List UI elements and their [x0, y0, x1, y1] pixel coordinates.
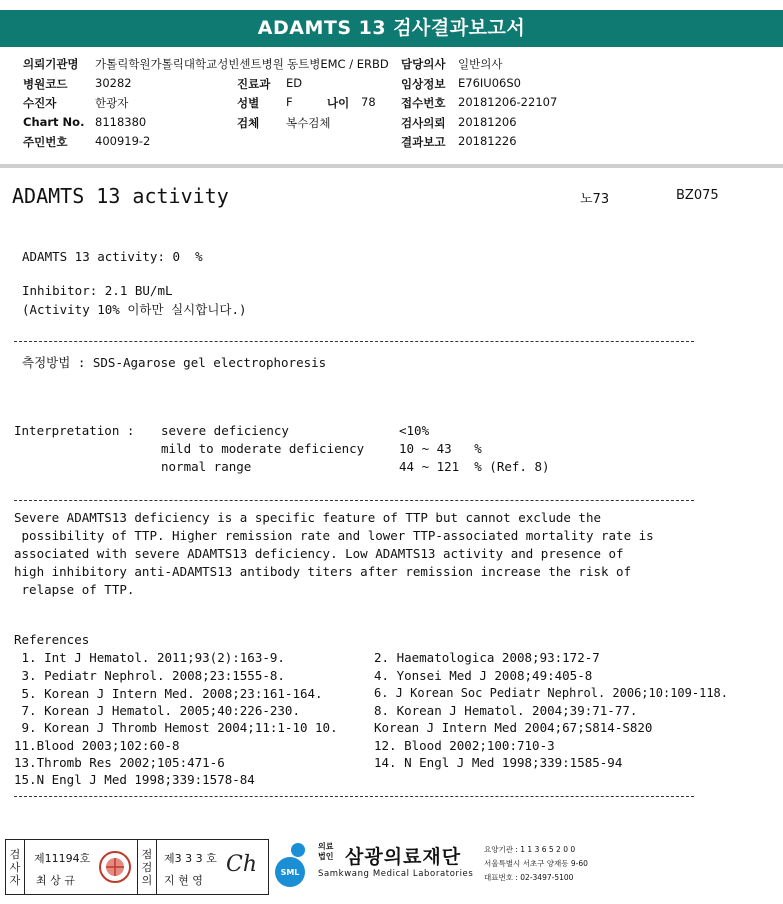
inspector-seal — [98, 850, 132, 884]
reference-left: 3. Pediatr Nephrol. 2008;23:1555-8. — [14, 668, 285, 683]
inspector-name: 최 상 규 — [36, 874, 75, 887]
org-info-line: 요양기관 : 1 1 3 6 5 2 0 0 — [484, 845, 576, 854]
reference-right: Korean J Intern Med 2004;67;S814-S820 — [374, 720, 653, 735]
specimen-label: 검체 — [237, 116, 260, 130]
reference-left: 1. Int J Hematol. 2011;93(2):163-9. — [14, 650, 285, 665]
chart-value: 8118380 — [95, 115, 147, 129]
activity-note: (Activity 10% 이하만 실시합니다.) — [22, 302, 247, 317]
clinical-label: 임상정보 — [401, 77, 446, 91]
receiver-value: 한광자 — [95, 96, 129, 110]
receiver-label: 수진자 — [23, 96, 57, 110]
org-info-line: 서울특별시 서초구 양재동 9-60 — [484, 859, 588, 868]
clinical-value: E76IU06S0 — [458, 76, 521, 90]
test-title: ADAMTS 13 activity — [12, 184, 229, 208]
reference-right: 6. J Korean Soc Pediatr Nephrol. 2006;10:109-118. — [374, 686, 729, 700]
comment-line: high inhibitory anti-ADAMTS13 antibody titers after remission increase the risk of — [14, 564, 632, 579]
interpretation-label: Interpretation : — [14, 423, 135, 438]
sml-logo-icon — [272, 840, 316, 888]
org-english-name: Samkwang Medical Laboratories — [318, 869, 474, 879]
reviewer-signature: Ch — [226, 852, 258, 877]
comment-line: associated with severe ADAMTS13 deficiency. Low ADAMTS13 activity and presence of — [14, 546, 624, 561]
report-label: 결과보고 — [401, 135, 446, 149]
reference-left: 11.Blood 2003;102:60-8 — [14, 738, 180, 753]
doctor-value: 일반의사 — [458, 57, 503, 71]
comment-line: Severe ADAMTS13 deficiency is a specific feature of TTP but cannot exclude the — [14, 510, 601, 525]
logo-text: SML — [280, 868, 300, 877]
reference-left: 9. Korean J Thromb Hemost 2004;11:1-10 10. — [14, 720, 338, 735]
interp-name-1: mild to moderate deficiency — [161, 441, 365, 456]
inspector-label: 검 사 자 — [6, 840, 25, 894]
dashed-divider — [14, 341, 694, 342]
request-value: 20181206 — [458, 115, 517, 129]
report-value: 20181226 — [458, 134, 517, 148]
references-title: References — [14, 632, 90, 647]
interp-name-2: normal range — [161, 459, 252, 474]
logo-dot — [291, 843, 305, 857]
dashed-divider — [14, 796, 694, 797]
section-divider — [0, 164, 783, 168]
signature-box — [5, 839, 269, 895]
dashed-divider — [14, 500, 694, 501]
hospital-code-label: 병원코드 — [23, 77, 68, 91]
chart-label: Chart No. — [23, 115, 85, 129]
institution-label: 의뢰기관명 — [23, 57, 79, 71]
reference-right: 12. Blood 2002;100:710-3 — [374, 738, 555, 753]
report-title: ADAMTS 13 검사결과보고서 — [257, 17, 526, 39]
reception-label: 접수번호 — [401, 96, 446, 110]
specimen-value: 복수검체 — [286, 116, 331, 130]
interp-range-0: <10% — [399, 423, 430, 438]
org-info-line: 대표번호 : 02-3497-5100 — [484, 873, 574, 882]
resident-value: 400919-2 — [95, 134, 151, 148]
reference-left: 15.N Engl J Med 1998;339:1578-84 — [14, 772, 255, 787]
report-footer — [0, 836, 783, 904]
sex-value: F — [286, 95, 293, 109]
interp-name-0: severe deficiency — [161, 423, 289, 438]
report-header — [0, 10, 783, 47]
dept-label: 진료과 — [237, 77, 271, 91]
doctor-label: 담당의사 — [401, 57, 446, 71]
sex-label: 성별 — [237, 96, 260, 110]
reviewer-label: 점 검 의 — [137, 840, 157, 894]
reference-right: 2. Haematologica 2008;93:172-7 — [374, 650, 600, 665]
hospital-code-value: 30282 — [95, 76, 132, 90]
reference-left: 7. Korean J Hematol. 2005;40:226-230. — [14, 703, 300, 718]
patient-info-block — [0, 51, 783, 163]
reception-value: 20181206-22107 — [458, 95, 558, 109]
specimen-code: 노73 — [580, 192, 610, 207]
activity-result: ADAMTS 13 activity: 0 % — [22, 249, 203, 264]
institution-value: 가톨릭학원가톨릭대학교성빈센트병원 — [95, 57, 284, 71]
org-name: 삼광의료재단 — [345, 846, 462, 868]
reference-right: 4. Yonsei Med J 2008;49:405-8 — [374, 668, 593, 683]
interp-range-1: 10 ~ 43 % — [399, 441, 482, 456]
request-label: 검사의뢰 — [401, 116, 446, 130]
org-prefix: 의료 법인 — [318, 842, 334, 861]
dept-value: ED — [286, 76, 303, 90]
age-value: 78 — [361, 95, 376, 109]
reference-left: 5. Korean J Intern Med. 2008;23:161-164. — [14, 686, 323, 701]
inspector-license: 제11194호 — [34, 852, 91, 865]
interp-range-2: 44 ~ 121 % (Ref. 8) — [399, 459, 550, 474]
reviewer-name: 지 현 영 — [164, 874, 203, 887]
comment-line: relapse of TTP. — [14, 582, 135, 597]
reviewer-license: 제3 3 3 호 — [164, 852, 217, 865]
resident-label: 주민번호 — [23, 135, 68, 149]
comment-line: possibility of TTP. Higher remission rate and lower TTP-associated mortality rate is — [14, 528, 654, 543]
batch-code: BZ075 — [676, 188, 719, 203]
reference-right: 14. N Engl J Med 1998;339:1585-94 — [374, 755, 623, 770]
reference-left: 13.Thromb Res 2002;105:471-6 — [14, 755, 225, 770]
inhibitor-result: Inhibitor: 2.1 BU/mL — [22, 283, 173, 298]
reference-right: 8. Korean J Hematol. 2004;39:71-77. — [374, 703, 638, 718]
method-line: 측정방법 : SDS-Agarose gel electrophoresis — [22, 355, 327, 370]
age-label: 나이 — [327, 96, 350, 110]
ward-value: 동트병EMC / ERBD — [287, 57, 389, 71]
